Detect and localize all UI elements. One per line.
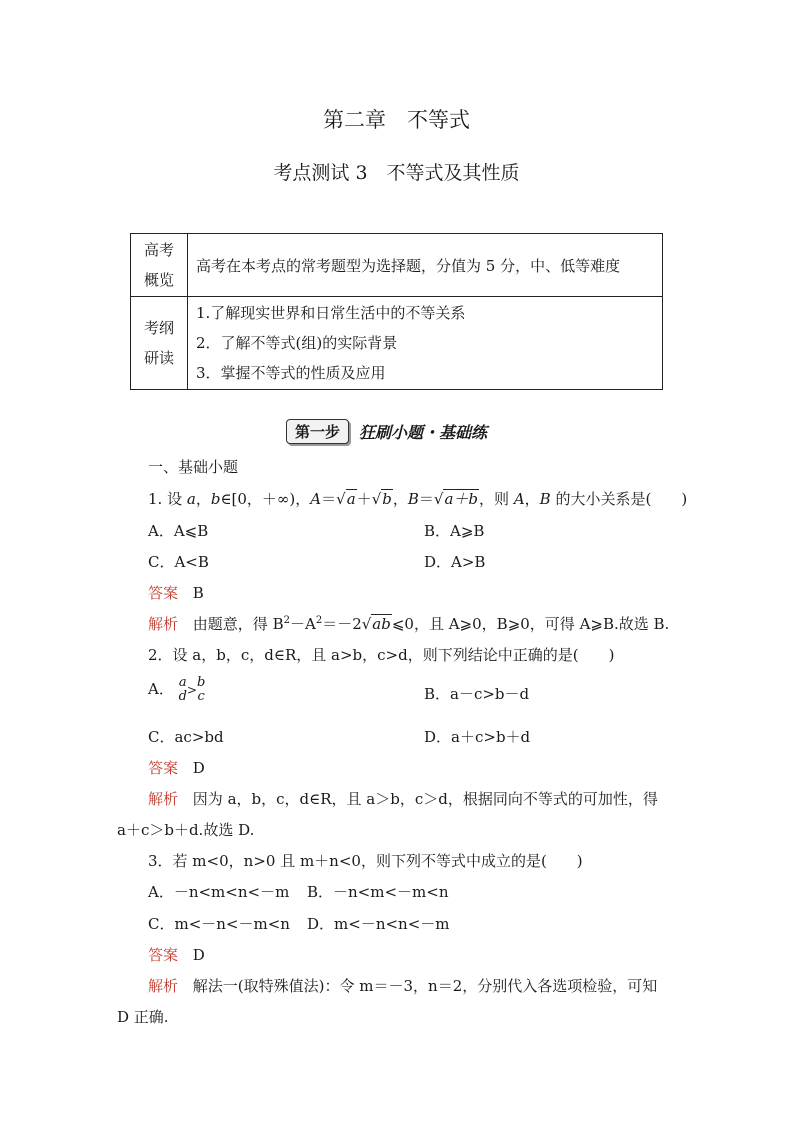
outline-item: 3．掌握不等式的性质及应用 [196,364,386,382]
var-b: b [210,490,221,508]
fraction [197,676,205,704]
q1-option-d: D．A>B [424,553,486,571]
q3-option-c: C．m<－n<－m<n [148,915,290,933]
analysis-text: －A [289,615,316,633]
q2-option-a [148,676,205,704]
syllabus-label-line1: 考纲 [143,319,174,337]
sqrt-symbol: √ [433,490,444,508]
superscript: 2 [315,615,323,626]
q1-stem-text: ＝ [321,490,337,508]
step-badge: 第一步 [286,419,349,444]
sqrt-symbol: √ [336,490,346,508]
analysis-text: 由题意，得 B [192,615,284,633]
answer-label: 答案 [148,946,179,964]
answer-label: 答案 [148,759,179,777]
step-banner [286,419,487,444]
q1-stem-text: 的大小关系是( ) [550,490,688,508]
syllabus-label-cell [131,297,188,390]
q2-option-b: B．a－c>b－d [424,685,530,703]
q1-stem-text: 1. 设 [148,490,187,508]
radicand: ab [372,615,391,633]
answer-label: 答案 [148,584,179,602]
var-B: B [407,490,419,508]
q2-answer-row [148,757,205,778]
analysis-label: 解析 [148,977,179,995]
var-A: A [513,490,525,508]
q1-stem-text: ，则 [479,490,514,508]
q3-option-b: B．－n<m<－m<n [307,883,449,901]
q3-option-d: D．m<－n<n<－m [307,915,450,933]
var-a: a [186,490,196,508]
radicand: a [346,490,356,508]
q3-option-a: A．－n<m<n<－m [148,883,290,901]
q1-analysis [148,613,669,634]
frac-numerator: a [178,675,187,690]
q1-answer-row [148,582,204,603]
analysis-text: 解法一(取特殊值法)：令 m＝－3，n＝2，分别代入各选项检验，可知 [192,977,658,995]
frac-numerator: b [197,675,206,690]
radicand: b [382,490,392,508]
overview-text: 高考在本考点的常考题型为选择题，分值为 5 分，中、低等难度 [188,234,663,297]
q1-stem-text: ∈[0，＋∞)， [220,490,311,508]
var-B: B [539,490,551,508]
part-heading: 一、基础小题 [148,458,239,476]
q1-option-a: A．A⩽B [148,522,209,540]
q3-answer-row [148,944,205,965]
fraction [179,676,187,704]
answer-value: D [192,946,205,964]
q1-stem-text: ， [524,490,540,508]
sqrt-symbol: √ [371,490,382,508]
overview-label-line1: 高考 [143,241,174,259]
outline-item: 2．了解不等式(组)的实际背景 [196,334,398,352]
q1-stem-text: ， [195,490,211,508]
analysis-label: 解析 [148,790,179,808]
q2-analysis [148,788,658,809]
outline-item: 1.了解现实世界和日常生活中的不等关系 [196,304,466,322]
answer-value: D [192,759,205,777]
q2-option-d: D．a＋c>b＋d [424,728,531,746]
syllabus-outline [188,297,663,390]
frac-denominator: c [197,689,205,704]
q3-analysis-continued: D 正确. [117,1008,169,1026]
gt-sign: > [186,683,198,697]
q1-option-c: C．A<B [148,553,209,571]
analysis-text: 因为 a，b，c，d∈R，且 a＞b，c＞d，根据同向不等式的可加性，得 [192,790,658,808]
syllabus-label-line2: 研读 [143,349,174,367]
section-title: 考点测试 3 不等式及其性质 [273,162,520,184]
option-label: A． [148,680,174,698]
q2-stem: 2．设 a，b，c，d∈R，且 a>b，c>d，则下列结论中正确的是( ) [148,646,615,664]
overview-label-cell [131,234,188,297]
q3-analysis [148,975,657,996]
q2-analysis-continued: a＋c＞b＋d.故选 D. [117,821,255,839]
step-title: 狂刷小题・基础练 [359,423,488,442]
frac-denominator: d [178,689,187,704]
q2-option-c: C．ac>bd [148,728,224,746]
plus-sign: ＋ [356,490,372,508]
analysis-label: 解析 [148,615,179,633]
q1-stem-text: ， [392,490,408,508]
overview-table [130,233,663,390]
answer-value: B [192,584,204,602]
chapter-title: 第二章 不等式 [323,108,470,132]
sqrt-symbol: √ [361,615,372,633]
q1-stem-text: ＝ [418,490,434,508]
superscript: 2 [283,615,290,626]
q1-stem [148,488,687,509]
analysis-text: ＝－2 [322,615,362,633]
radicand: a＋b [444,490,479,508]
overview-label-line2: 概览 [143,271,174,289]
analysis-text: ⩽0，且 A⩾0，B⩾0，可得 A⩾B.故选 B. [391,615,670,633]
var-A: A [310,490,322,508]
q1-option-b: B．A⩾B [424,522,485,540]
q3-stem: 3．若 m<0，n>0 且 m＋n<0，则下列不等式中成立的是( ) [148,852,583,870]
